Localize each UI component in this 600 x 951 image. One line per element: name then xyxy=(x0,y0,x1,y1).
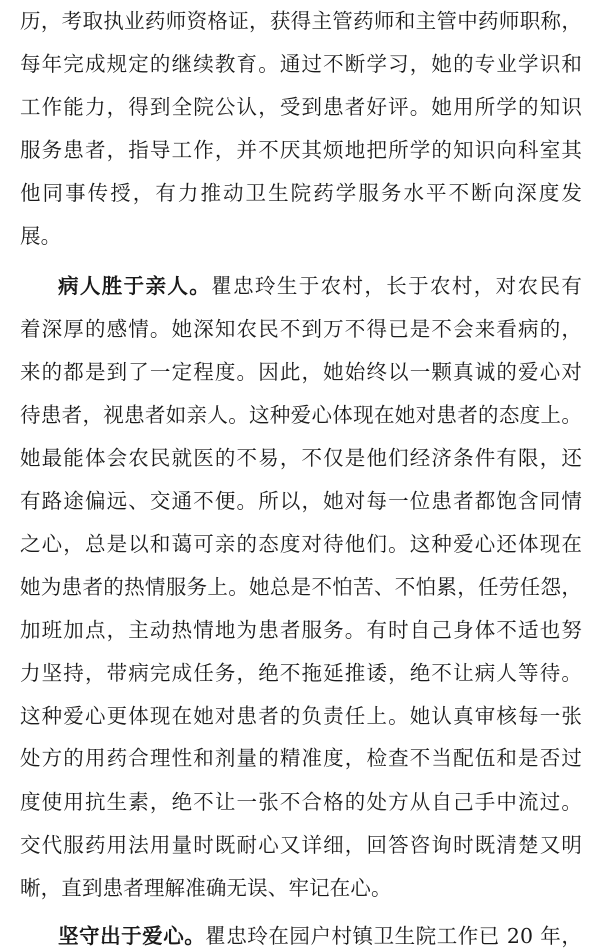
paragraph-2-line-7: 之心，总是以和蔼可亲的态度对待他们。这种爱心还体现在 xyxy=(20,532,582,556)
paragraph-2-text-start: 瞿忠玲生于农村，长于农村，对农民有 xyxy=(211,274,582,298)
paragraph-2-line-4: 待患者，视患者如亲人。这种爱心体现在她对患者的态度上。 xyxy=(20,403,582,427)
paragraph-2-line-13: 度使用抗生素，绝不让一张不合格的处方从自己手中流过。 xyxy=(20,790,582,814)
paragraph-3-text-start: 瞿忠玲在园户村镇卫生院工作已 20 年， xyxy=(205,924,582,948)
paragraph-1-line-3: 工作能力，得到全院公认，受到患者好评。她用所学的知识 xyxy=(20,95,582,119)
paragraph-2-line-8: 她为患者的热情服务上。她总是不怕苦、不怕累，任劳任怨， xyxy=(20,575,582,599)
paragraph-heading: 病人胜于亲人。 xyxy=(58,274,212,298)
paragraph-2-line-9: 加班加点，主动热情地为患者服务。有时自己身体不适也努 xyxy=(20,618,582,642)
paragraph-2-line-11: 这种爱心更体现在她对患者的负责任上。她认真审核每一张 xyxy=(20,704,582,728)
paragraph-1-line-1: 历，考取执业药师资格证，获得主管药师和主管中药师职称， xyxy=(20,9,582,33)
paragraph-3-line-1 xyxy=(58,921,582,951)
paragraph-2-line-12: 处方的用药合理性和剂量的精准度，检查不当配伍和是否过 xyxy=(20,746,582,770)
paragraph-2-line-14: 交代服药用法用量时既耐心又详细，回答咨询时既清楚又明 xyxy=(20,833,582,857)
paragraph-2-line-2: 着深厚的感情。她深知农民不到万不得已是不会来看病的， xyxy=(20,317,582,341)
paragraph-1-line-2: 每年完成规定的继续教育。通过不断学习，她的专业学识和 xyxy=(20,52,582,76)
paragraph-2-line-5: 她最能体会农民就医的不易，不仅是他们经济条件有限，还 xyxy=(20,446,582,470)
paragraph-2-line-10: 力坚持，带病完成任务，绝不拖延推诿，绝不让病人等待。 xyxy=(20,661,582,685)
paragraph-2-line-6: 有路途偏远、交通不便。所以，她对每一位患者都饱含同情 xyxy=(20,489,582,513)
paragraph-heading: 坚守出于爱心。 xyxy=(58,924,206,948)
paragraph-1-line-6: 展。 xyxy=(20,224,62,248)
paragraph-1-line-5: 他同事传授，有力推动卫生院药学服务水平不断向深度发 xyxy=(20,181,582,205)
paragraph-2-line-1 xyxy=(58,271,582,301)
paragraph-2-line-3: 来的都是到了一定程度。因此，她始终以一颗真诚的爱心对 xyxy=(20,360,582,384)
paragraph-1-line-4: 服务患者，指导工作，并不厌其烦地把所学的知识向科室其 xyxy=(20,138,582,162)
paragraph-2-line-15: 晰，直到患者理解准确无误、牢记在心。 xyxy=(20,876,392,900)
